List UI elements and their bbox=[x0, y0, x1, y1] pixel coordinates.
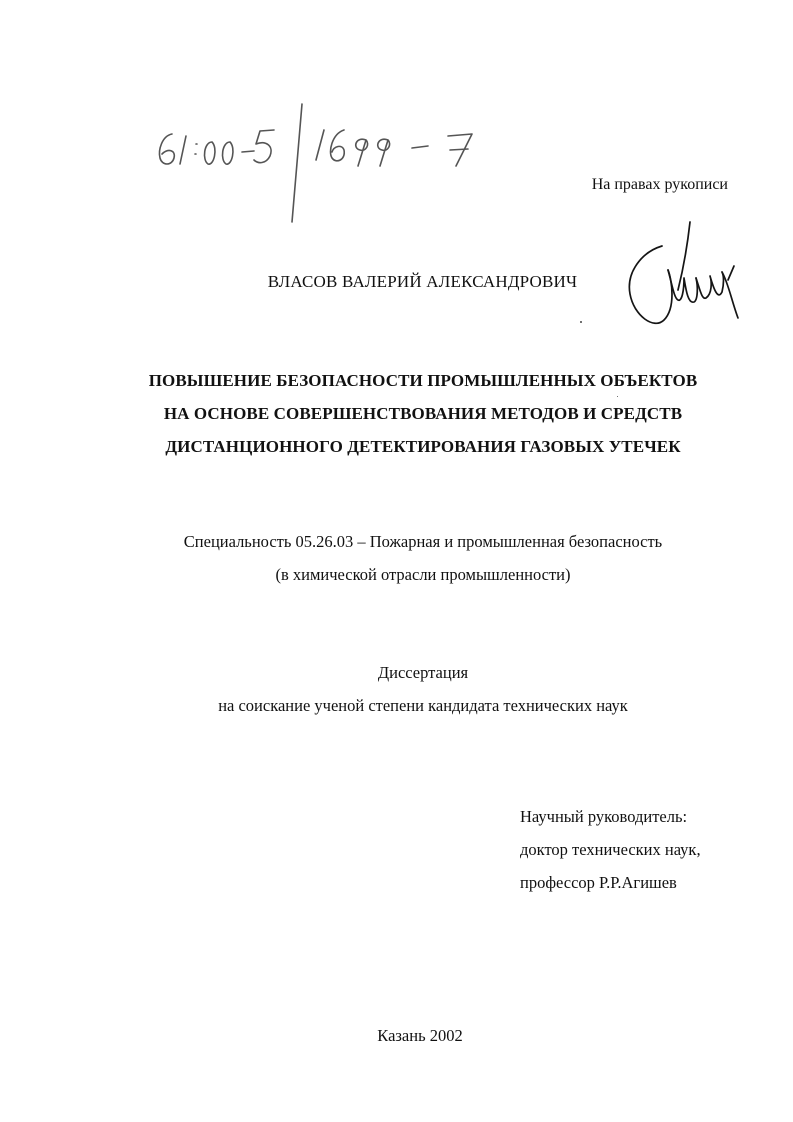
title-line: ПОВЫШЕНИЕ БЕЗОПАСНОСТИ ПРОМЫШЛЕННЫХ ОБЪЕКТОВ bbox=[148, 371, 698, 390]
dissertation-title bbox=[0, 364, 793, 463]
title-line: ДИСТАНЦИОННОГО ДЕТЕКТИРОВАНИЯ ГАЗОВЫХ УТЕЧЕК bbox=[165, 437, 681, 456]
advisor-line: Научный руководитель: bbox=[520, 807, 688, 826]
advisor-line: доктор технических наук, bbox=[520, 840, 701, 859]
advisor-block bbox=[520, 800, 701, 899]
handwritten-catalog-code bbox=[150, 100, 490, 230]
title-line: НА ОСНОВЕ СОВЕРШЕНСТВОВАНИЯ МЕТОДОВ И СРЕДСТВ bbox=[163, 404, 683, 423]
scan-speck bbox=[580, 321, 582, 323]
author-signature bbox=[618, 220, 748, 340]
specialty-line: (в химической отрасли промышленности) bbox=[275, 565, 571, 584]
dissertation-block bbox=[0, 656, 793, 722]
dissertation-line: Диссертация bbox=[377, 663, 469, 682]
author-name: ВЛАСОВ ВАЛЕРИЙ АЛЕКСАНДРОВИЧ bbox=[267, 272, 578, 291]
scan-speck bbox=[617, 396, 618, 397]
city-year: Казань 2002 bbox=[377, 1026, 463, 1045]
specialty-block bbox=[0, 525, 793, 591]
rights-note: На правах рукописи bbox=[591, 176, 728, 193]
advisor-line: профессор Р.Р.Агишев bbox=[520, 873, 677, 892]
specialty-line: Специальность 05.26.03 – Пожарная и промышленная безопасность bbox=[183, 532, 663, 551]
dissertation-line: на соискание ученой степени кандидата технических наук bbox=[218, 696, 628, 715]
